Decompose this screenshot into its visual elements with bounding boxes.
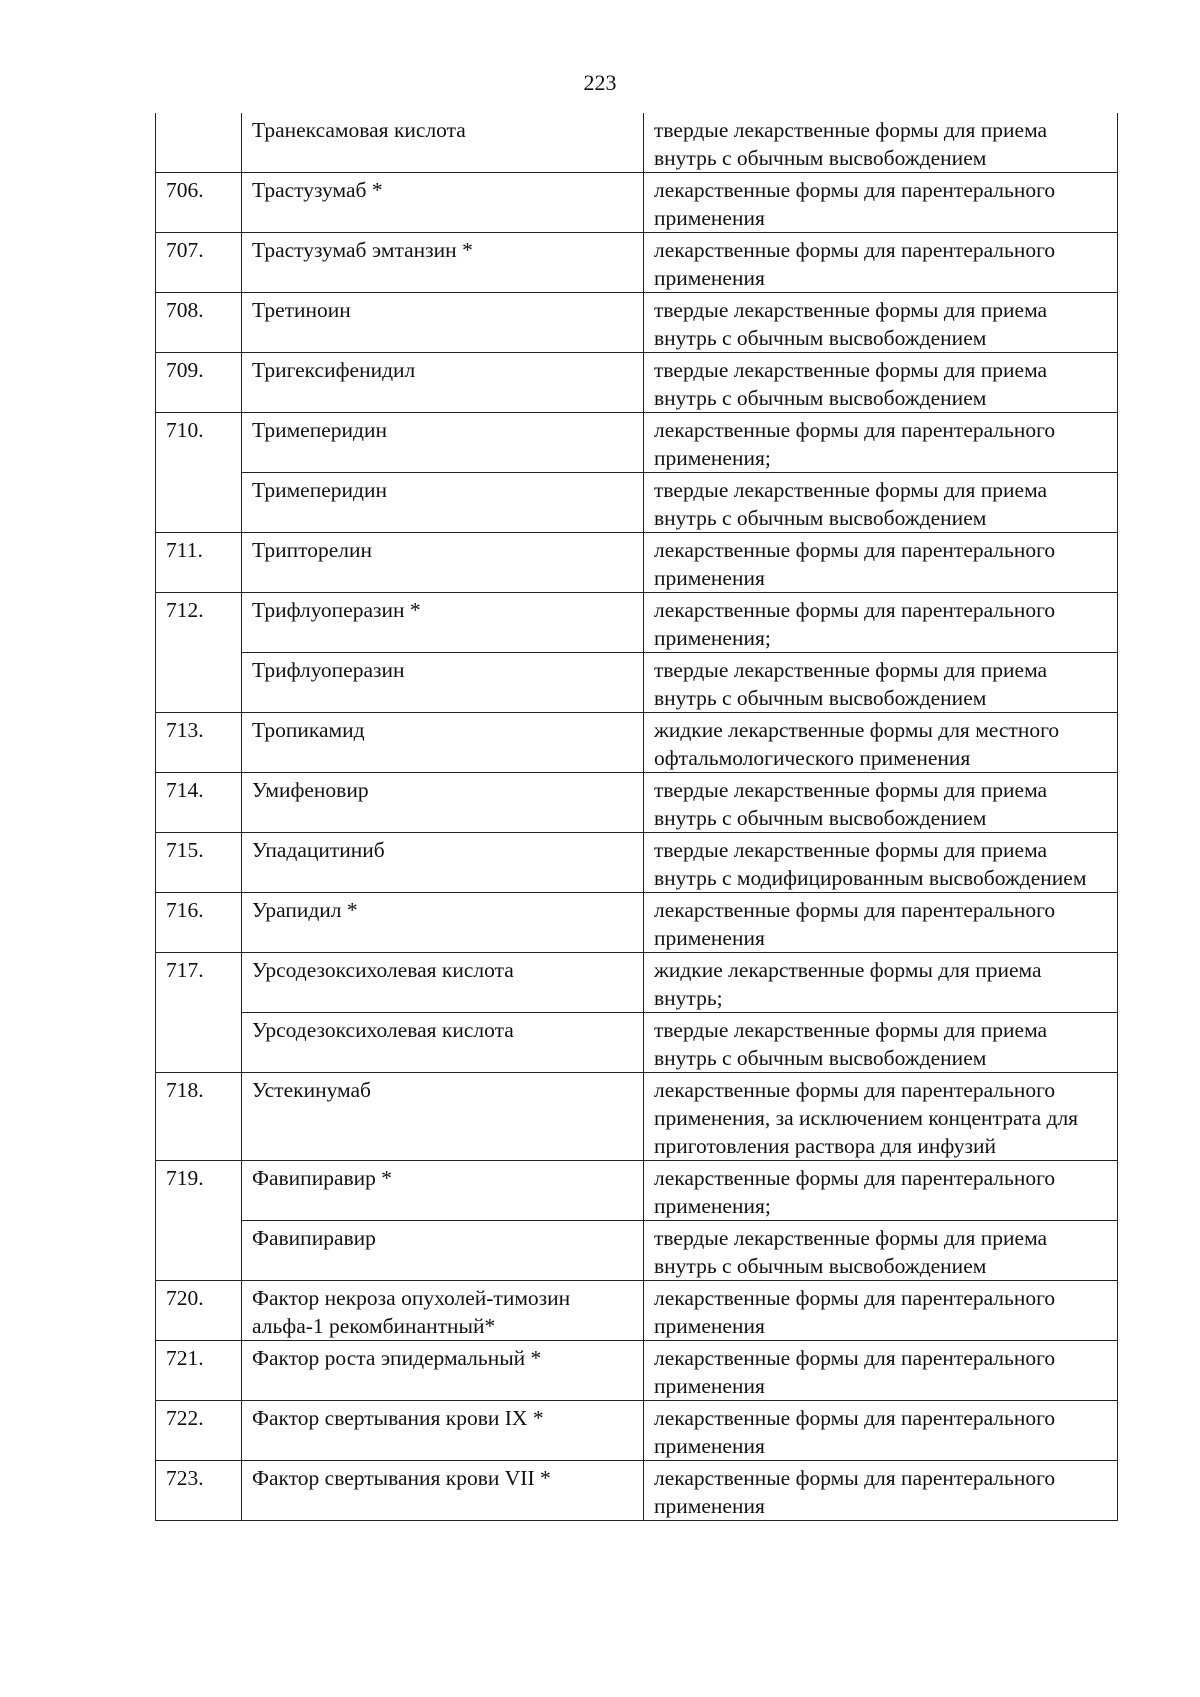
table-row [156, 893, 1118, 953]
dosage-form-cell: твердые лекарственные формы для приема внутрь с обычным высвобождением [644, 113, 1118, 173]
dosage-form-cell: твердые лекарственные формы для приема внутрь с обычным высвобождением [644, 293, 1118, 353]
row-number-cell: 710. [156, 413, 242, 533]
table-row [156, 1013, 1118, 1073]
dosage-form-cell: лекарственные формы для парентерального применения [644, 533, 1118, 593]
row-number-cell: 719. [156, 1161, 242, 1281]
dosage-form-cell: лекарственные формы для парентерального применения [644, 1341, 1118, 1401]
drug-name-cell: Урсодезоксихолевая кислота [242, 953, 644, 1013]
dosage-form-cell: твердые лекарственные формы для приема внутрь с обычным высвобождением [644, 1013, 1118, 1073]
drug-name-cell: Тримеперидин [242, 473, 644, 533]
table-row [156, 113, 1118, 173]
row-number-cell: 720. [156, 1281, 242, 1341]
row-number-cell: 718. [156, 1073, 242, 1161]
table-row [156, 953, 1118, 1013]
row-number-cell: 713. [156, 713, 242, 773]
drug-name-cell: Упадацитиниб [242, 833, 644, 893]
dosage-form-cell: твердые лекарственные формы для приема внутрь с обычным высвобождением [644, 1221, 1118, 1281]
drug-name-cell: Фактор свертывания крови VII * [242, 1461, 644, 1521]
drug-name-cell: Фавипиравир * [242, 1161, 644, 1221]
table-row [156, 593, 1118, 653]
dosage-form-cell: лекарственные формы для парентерального применения; [644, 593, 1118, 653]
table-row [156, 1341, 1118, 1401]
table-row [156, 1401, 1118, 1461]
drug-name-cell: Урапидил * [242, 893, 644, 953]
dosage-form-cell: лекарственные формы для парентерального применения [644, 1401, 1118, 1461]
dosage-form-cell: жидкие лекарственные формы для приема внутрь; [644, 953, 1118, 1013]
drug-name-cell: Фактор роста эпидермальный * [242, 1341, 644, 1401]
drug-name-cell: Тригексифенидил [242, 353, 644, 413]
drug-name-cell: Фактор свертывания крови IX * [242, 1401, 644, 1461]
drug-name-cell: Трастузумаб * [242, 173, 644, 233]
table-row [156, 833, 1118, 893]
row-number-cell: 716. [156, 893, 242, 953]
dosage-form-cell: твердые лекарственные формы для приема внутрь с модифицированным высвобождением [644, 833, 1118, 893]
row-number-cell: 711. [156, 533, 242, 593]
drug-table [155, 113, 1118, 1521]
table-row [156, 173, 1118, 233]
drug-name-cell: Устекинумаб [242, 1073, 644, 1161]
dosage-form-cell: лекарственные формы для парентерального применения [644, 1281, 1118, 1341]
dosage-form-cell: твердые лекарственные формы для приема внутрь с обычным высвобождением [644, 473, 1118, 533]
table-row [156, 773, 1118, 833]
table-row [156, 533, 1118, 593]
table-row [156, 1161, 1118, 1221]
table-row [156, 293, 1118, 353]
table-body [156, 113, 1118, 1521]
drug-name-cell: Умифеновир [242, 773, 644, 833]
table-row [156, 1221, 1118, 1281]
page-number: 223 [583, 70, 617, 95]
table-row [156, 653, 1118, 713]
drug-name-cell: Трифлуоперазин * [242, 593, 644, 653]
row-number-cell: 721. [156, 1341, 242, 1401]
table-row [156, 473, 1118, 533]
row-number-cell: 707. [156, 233, 242, 293]
dosage-form-cell: лекарственные формы для парентерального применения [644, 173, 1118, 233]
dosage-form-cell: лекарственные формы для парентерального применения [644, 893, 1118, 953]
drug-name-cell: Тропикамид [242, 713, 644, 773]
row-number-cell [156, 113, 242, 173]
row-number-cell: 708. [156, 293, 242, 353]
dosage-form-cell: лекарственные формы для парентерального применения; [644, 1161, 1118, 1221]
dosage-form-cell: твердые лекарственные формы для приема внутрь с обычным высвобождением [644, 653, 1118, 713]
row-number-cell: 717. [156, 953, 242, 1073]
drug-name-cell: Трастузумаб эмтанзин * [242, 233, 644, 293]
row-number-cell: 706. [156, 173, 242, 233]
drug-name-cell: Тримеперидин [242, 413, 644, 473]
table-row [156, 1461, 1118, 1521]
dosage-form-cell: лекарственные формы для парентерального применения [644, 233, 1118, 293]
row-number-cell: 714. [156, 773, 242, 833]
row-number-cell: 722. [156, 1401, 242, 1461]
drug-name-cell: Трифлуоперазин [242, 653, 644, 713]
row-number-cell: 712. [156, 593, 242, 713]
table-row [156, 1281, 1118, 1341]
dosage-form-cell: твердые лекарственные формы для приема внутрь с обычным высвобождением [644, 353, 1118, 413]
dosage-form-cell: твердые лекарственные формы для приема внутрь с обычным высвобождением [644, 773, 1118, 833]
dosage-form-cell: лекарственные формы для парентерального применения, за исключением концентрата для приготовления раствора для инфузий [644, 1073, 1118, 1161]
table-row [156, 413, 1118, 473]
drug-name-cell: Урсодезоксихолевая кислота [242, 1013, 644, 1073]
drug-name-cell: Третиноин [242, 293, 644, 353]
dosage-form-cell: жидкие лекарственные формы для местного офтальмологического применения [644, 713, 1118, 773]
table-row [156, 713, 1118, 773]
table-row [156, 233, 1118, 293]
row-number-cell: 715. [156, 833, 242, 893]
table-row [156, 353, 1118, 413]
dosage-form-cell: лекарственные формы для парентерального применения [644, 1461, 1118, 1521]
drug-name-cell: Трипторелин [242, 533, 644, 593]
drug-name-cell: Фавипиравир [242, 1221, 644, 1281]
row-number-cell: 723. [156, 1461, 242, 1521]
dosage-form-cell: лекарственные формы для парентерального применения; [644, 413, 1118, 473]
table-row [156, 1073, 1118, 1161]
drug-name-cell: Фактор некроза опухолей-тимозин альфа-1 рекомбинантный* [242, 1281, 644, 1341]
row-number-cell: 709. [156, 353, 242, 413]
drug-name-cell: Транексамовая кислота [242, 113, 644, 173]
